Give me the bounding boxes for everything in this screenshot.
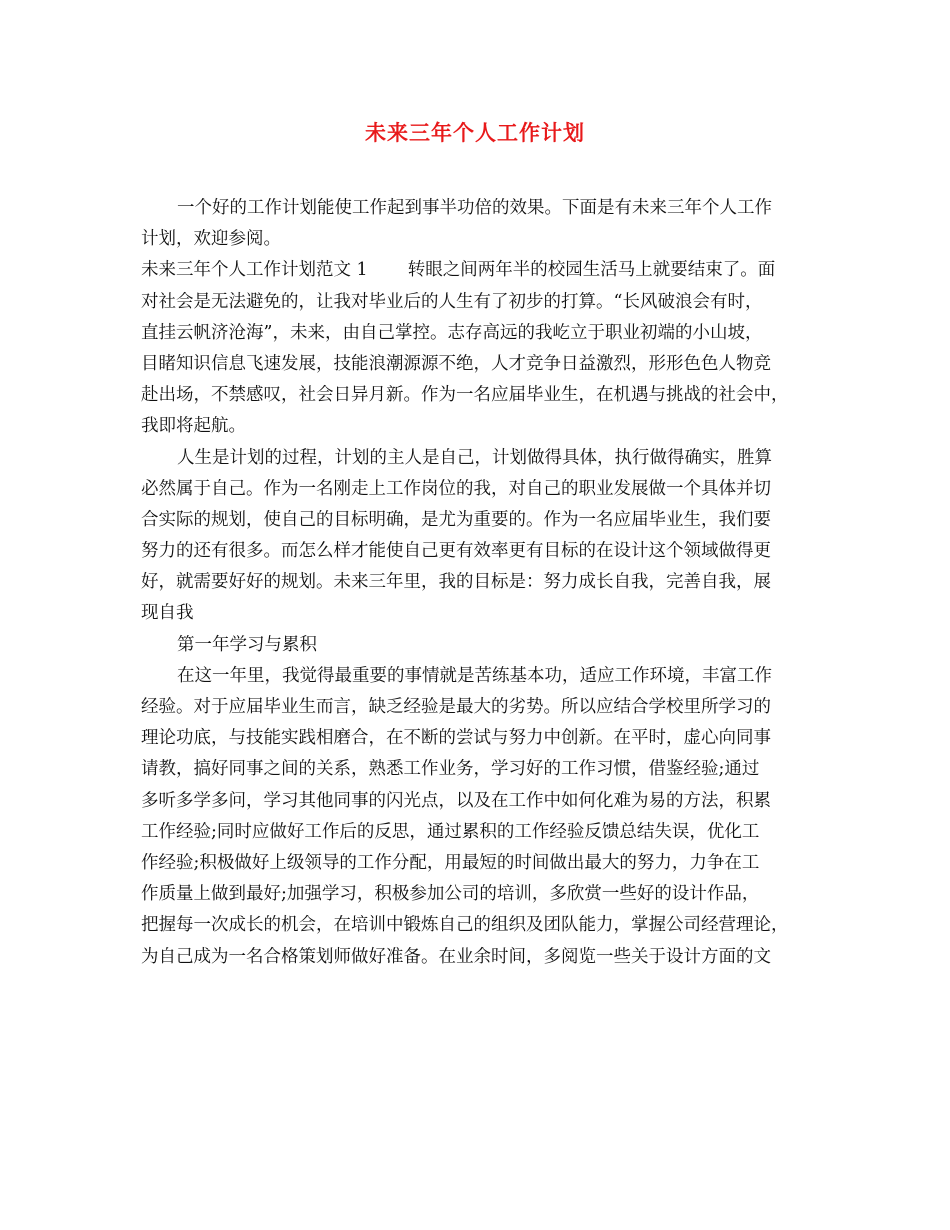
paragraph-text: 转眼之间两年半的校园生活马上就要结束了。面 [407, 260, 776, 281]
paragraph-line: 请教，搞好同事之间的关系，熟悉工作业务，学习好的工作习惯，借鉴经验;通过 [141, 759, 760, 780]
paragraph-line: 一个好的工作计划能使工作起到事半功倍的效果。下面是有未来三年个人工作 [177, 198, 772, 218]
sample-heading-line [141, 255, 821, 286]
paragraph-line: 努力的还有很多。而怎么样才能使自己更有效率更有目标的在设计这个领域做得更 [141, 541, 771, 562]
paragraph-line: 计划，欢迎参阅。 [141, 229, 281, 250]
paragraph-line: 目睹知识信息飞速发展，技能浪潮源源不绝，人才竞争日益激烈，形形色色人物竞 [141, 353, 771, 374]
paragraph-line: 多听多学多问，学习其他同事的闪光点，以及在工作中如何化难为易的方法，积累 [141, 790, 771, 811]
paragraph-line: 合实际的规划，使自己的目标明确，是尤为重要的。作为一名应届毕业生，我们要 [141, 509, 771, 530]
paragraph-line: 我即将起航。 [141, 416, 246, 437]
paragraph-line: 在这一年里，我觉得最重要的事情就是苦练基本功，适应工作环境，丰富工作 [177, 665, 772, 686]
section-heading: 第一年学习与累积 [177, 634, 317, 655]
sample-heading: 未来三年个人工作计划范文 1 [141, 260, 368, 281]
paragraph-line: 为自己成为一名合格策划师做好准备。在业余时间，多阅览一些关于设计方面的文 [141, 946, 771, 967]
paragraph-line: 人生是计划的过程，计划的主人是自己，计划做得具体，执行做得确实，胜算 [177, 447, 772, 468]
paragraph-line: 必然属于自己。作为一名刚走上工作岗位的我，对自己的职业发展做一个具体并切 [141, 478, 771, 499]
paragraph-line: 把握每一次成长的机会，在培训中锻炼自己的组织及团队能力，掌握公司经营理论， [141, 915, 789, 936]
paragraph-line: 对社会是无法避免的，让我对毕业后的人生有了初步的打算。“长风破浪会有时， [141, 291, 763, 312]
paragraph-line: 经验。对于应届毕业生而言，缺乏经验是最大的劣势。所以应结合学校里所学习的 [141, 697, 771, 717]
document-body [141, 193, 821, 973]
paragraph-line: 作经验;积极做好上级领导的工作分配，用最短的时间做出最大的努力，力争在工 [141, 852, 760, 873]
paragraph-line: 赴出场，不禁感叹，社会日异月新。作为一名应届毕业生，在机遇与挑战的社会中， [141, 385, 789, 406]
document-title: 未来三年个人工作计划 [365, 120, 585, 145]
paragraph-line: 好，就需要好好的规划。未来三年里，我的目标是：努力成长自我，完善自我，展 [141, 572, 771, 593]
paragraph-line: 现自我 [141, 603, 194, 624]
paragraph-line: 理论功底，与技能实践相磨合，在不断的尝试与努力中创新。在平时，虚心向同事 [141, 728, 771, 749]
paragraph-line: 工作经验;同时应做好工作后的反思，通过累积的工作经验反馈总结失误，优化工 [141, 821, 760, 842]
paragraph-line: 作质量上做到最好;加强学习，积极参加公司的培训，多欣赏一些好的设计作品， [141, 884, 760, 905]
paragraph-line: 直挂云帆济沧海”，未来，由自己掌控。志存高远的我屹立于职业初端的小山坡， [141, 322, 763, 343]
